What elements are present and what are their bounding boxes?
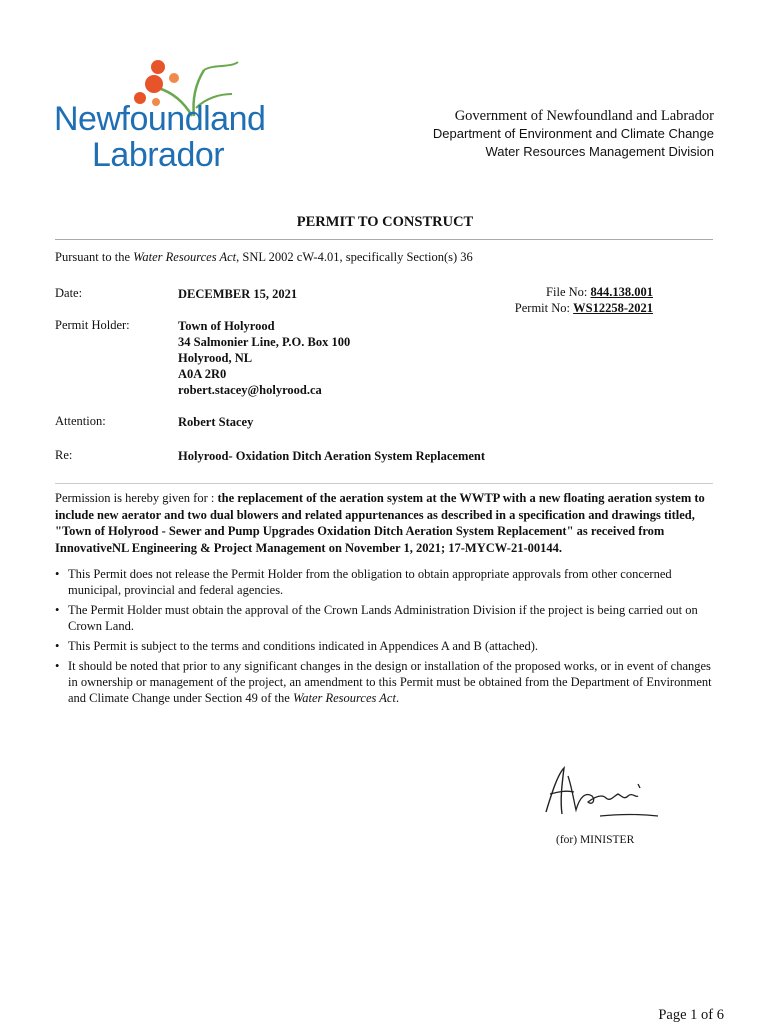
date-label: Date:: [55, 286, 83, 300]
government-name: Government of Newfoundland and Labrador: [454, 108, 714, 124]
list-item: • It should be noted that prior to any significant changes in the design or installation of the proposed works, or in event of changes in ownership or management of the project, an amendment to this Permit must be obtained from the Department of Environment and Climate Change under Section 49 of the Water Resources Act.: [55, 658, 715, 706]
page-number: Page 1 of 6: [658, 1007, 724, 1023]
re-label: Re:: [55, 448, 73, 462]
holder-postal: A0A 2R0: [178, 367, 227, 381]
letterhead: [433, 107, 714, 161]
holder-name: Town of Holyrood: [178, 319, 275, 333]
nl-logo: [52, 58, 266, 178]
act-name: Water Resources Act: [133, 250, 237, 264]
department-name: Department of Environment and Climate Change: [432, 126, 714, 141]
holder-address: 34 Salmonier Line, P.O. Box 100: [178, 335, 351, 349]
minister-caption: (for) MINISTER: [556, 834, 635, 846]
list-item: • This Permit does not release the Permit Holder from the obligation to obtain appropriate approvals from other concerned municipal, provincial and federal agencies.: [55, 566, 715, 598]
file-numbers: File No: 844.138.001 Permit No: WS12258-2021: [514, 285, 653, 315]
minister-signature: [540, 762, 670, 827]
document-title: PERMIT TO CONSTRUCT: [296, 214, 474, 230]
attention-label: Attention:: [55, 414, 106, 428]
permit-holder-block: [178, 318, 350, 398]
re-value: Holyrood- Oxidation Ditch Aeration System Replacement: [178, 449, 486, 463]
division-name: Water Resources Management Division: [485, 144, 714, 159]
permission-paragraph: Permission is hereby given for : the replacement of the aeration system at the WWTP with a new floating aeration system to include new aerator and two dual blowers and related appurtenances as described in a specification and drawings titled, "Town of Holyrood - Sewer and Pump Upgrades Oxidation Ditch Aeration System Replacement" as received from InnovativeNL Engineering & Project Management on November 1, 2021; 17-MYCW-21-00144.: [55, 491, 705, 555]
date-value: DECEMBER 15, 2021: [178, 287, 298, 301]
list-item: • The Permit Holder must obtain the approval of the Crown Lands Administration Division if the project is being carried out on Crown Land.: [55, 602, 715, 634]
holder-city: Holyrood, NL: [178, 351, 253, 365]
title-divider: [55, 239, 713, 240]
holder-email: robert.stacey@holyrood.ca: [178, 383, 322, 397]
pursuant-line: Pursuant to the Water Resources Act, SNL 2002 cW-4.01, specifically Section(s) 36: [55, 250, 473, 264]
file-number: 844.138.001: [590, 285, 653, 299]
conditions-list: [55, 566, 715, 710]
logo-newfoundland: Newfoundland: [54, 100, 266, 138]
permit-number: WS12258-2021: [573, 301, 653, 315]
logo-labrador: Labrador: [92, 136, 225, 174]
section-divider: [55, 483, 713, 484]
permit-holder-label: Permit Holder:: [55, 318, 130, 332]
attention-value: Robert Stacey: [178, 415, 254, 429]
list-item: • This Permit is subject to the terms and conditions indicated in Appendices A and B (attached).: [55, 638, 715, 654]
permission-scope: the replacement of the aeration system at the WWTP with a new floating aeration system to include new aerator and two dual blowers and related appurtenances as described in a specification and drawings titled, "Town of Holyrood - Sewer and Pump Upgrades Oxidation Ditch Aeration System Replacement" as received from InnovativeNL Engineering & Project Management on November 1, 2021; 17-MYCW-21-00144.: [55, 491, 705, 555]
